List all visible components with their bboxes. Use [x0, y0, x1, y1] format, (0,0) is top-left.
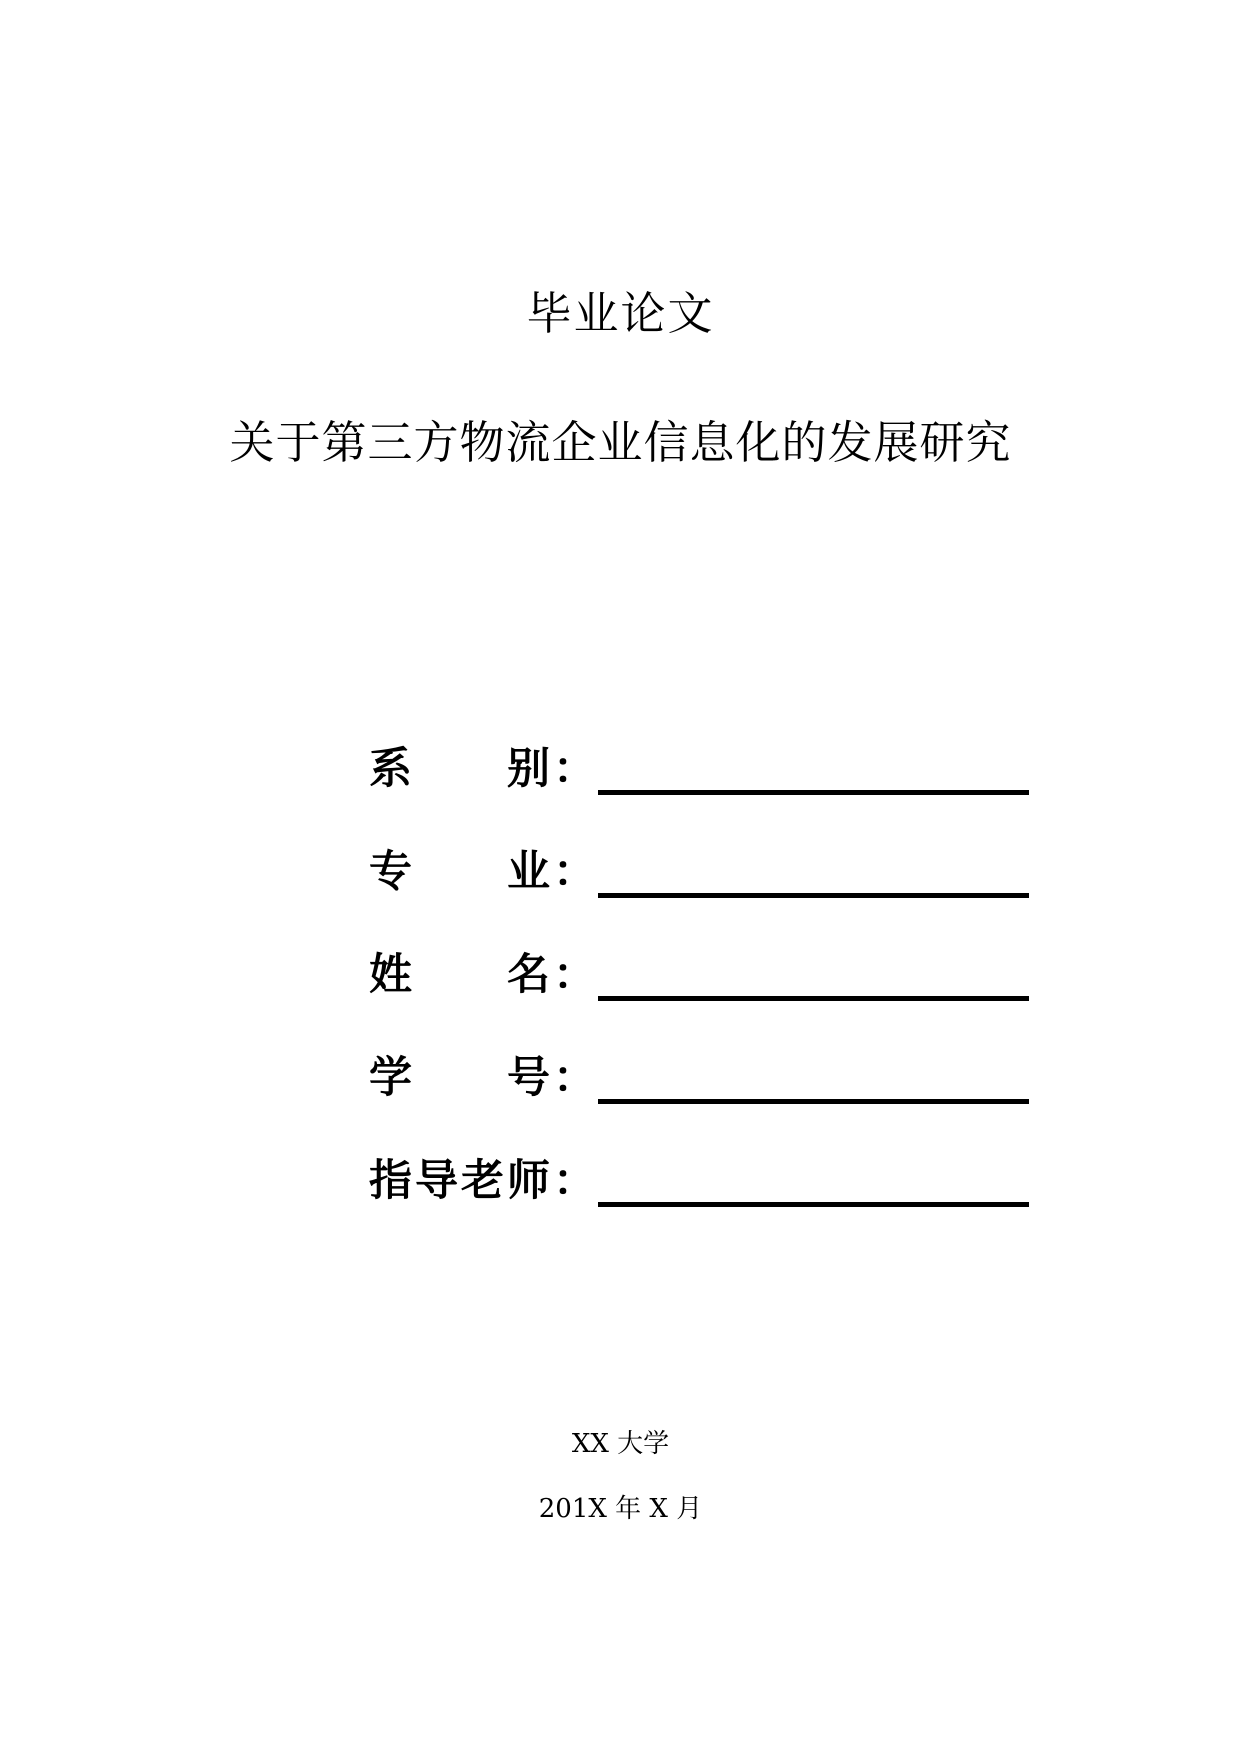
- student-id-field: [369, 1045, 1029, 1111]
- department-label-char-2: 别: [507, 744, 550, 794]
- major-label: [369, 839, 596, 905]
- major-field: [369, 839, 1029, 905]
- student-id-blank-line[interactable]: [598, 1099, 1029, 1104]
- major-label-char-2: 业: [507, 847, 550, 897]
- student-id-label-char-2: 号: [507, 1053, 550, 1103]
- name-label-char-2: 名: [507, 950, 550, 1000]
- student-id-label-colon: ：: [553, 1053, 596, 1103]
- document-type-heading: 毕业论文: [526, 287, 715, 340]
- major-blank-line[interactable]: [598, 893, 1029, 898]
- name-field: [369, 942, 1029, 1008]
- advisor-label-char-2: 导: [415, 1156, 458, 1206]
- advisor-label-char-3: 老: [461, 1156, 504, 1206]
- university-name: XX 大学: [571, 1429, 670, 1459]
- major-label-colon: ：: [553, 847, 596, 897]
- advisor-blank-line[interactable]: [598, 1202, 1029, 1207]
- submission-date: 201X 年 X 月: [538, 1494, 703, 1524]
- department-blank-line[interactable]: [598, 790, 1029, 795]
- name-blank-line[interactable]: [598, 996, 1029, 1001]
- major-label-char-1: 专: [369, 847, 412, 897]
- advisor-label-colon: ：: [553, 1156, 596, 1206]
- department-label: [369, 736, 596, 802]
- advisor-label: [369, 1148, 596, 1214]
- department-field: [369, 736, 1029, 802]
- department-label-colon: ：: [553, 744, 596, 794]
- advisor-label-char-4: 师: [507, 1156, 550, 1206]
- name-label-colon: ：: [553, 950, 596, 1000]
- department-label-char-1: 系: [369, 744, 412, 794]
- student-id-label: [369, 1045, 596, 1111]
- student-id-label-char-1: 学: [369, 1053, 412, 1103]
- thesis-title: 关于第三方物流企业信息化的发展研究: [229, 416, 1012, 469]
- name-label: [369, 942, 596, 1008]
- advisor-label-char-1: 指: [369, 1156, 412, 1206]
- name-label-char-1: 姓: [369, 950, 412, 1000]
- advisor-field: [369, 1148, 1029, 1214]
